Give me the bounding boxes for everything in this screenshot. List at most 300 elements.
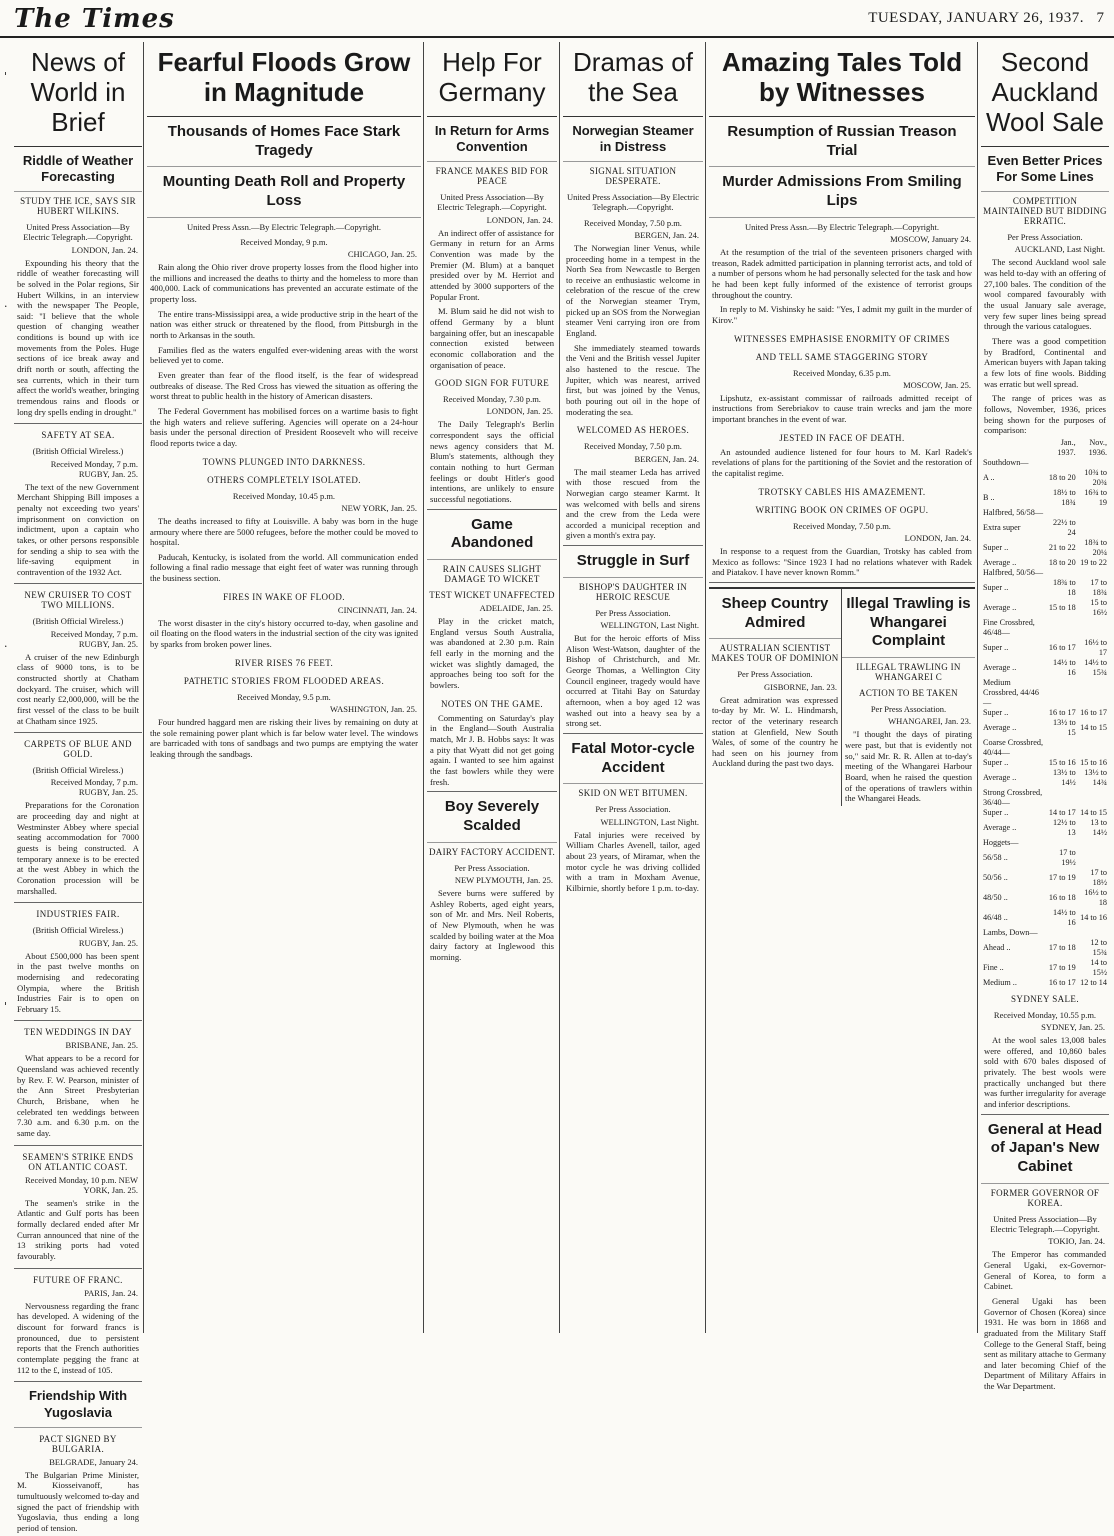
dateline: AUCKLAND, Last Night. [1014, 244, 1105, 255]
subhead: WRITING BOOK ON CRIMES OF OGPU. [755, 504, 929, 515]
article-body: What appears to be a record for Queensland was achieved recently by Rev. F. W. Pearson, minister of the Ann Street Presbyterian Church, Brisbane, when he celebrated ten weddings between 7.30 a.m. and 6.30 p.m. on the same day. [17, 1053, 139, 1139]
table-cell: Average .. [983, 722, 1017, 732]
table-cell: Medium .. [983, 977, 1017, 987]
table-row [981, 488, 1109, 508]
column-rule [705, 42, 706, 1333]
table-cell: 16 to 17 [1048, 707, 1076, 717]
dateline: Received Monday, 7 p.m. RUGBY, Jan. 25. [50, 458, 138, 479]
dateline: RUGBY, Jan. 25. [78, 937, 138, 948]
column-russian-trial [709, 42, 975, 1333]
headline: Help For Germany [427, 42, 557, 117]
table-row [981, 618, 1109, 638]
received-line: Received Monday, 7.50 p.m. [584, 217, 682, 228]
article-illegal-trawling [842, 589, 975, 806]
dateline: WELLINGTON, Last Night. [600, 816, 699, 827]
article-carpets [14, 733, 142, 903]
dateline: Received Monday, 7 p.m. RUGBY, Jan. 25. [50, 628, 138, 649]
table-cell: 16 to 17 [1048, 642, 1076, 652]
subhead: WELCOMED AS HEROES. [576, 425, 690, 436]
table-row [981, 598, 1109, 618]
table-row [981, 538, 1109, 558]
article-body: Preparations for the Coronation are proceeding day and night at Westminster Abbey where special seating accommodation for 7000 guests is being constructed. A temporary annexe is to be erected at the west Abbey in which the Coronation procession will be marshalled. [17, 800, 139, 896]
headline-game-abandoned: Game Abandoned [427, 510, 557, 561]
article-body: The range of prices was as follows, November, 1936, prices being shown for the purposes of comparison: [984, 393, 1106, 436]
article-body: A cruiser of the new Edinburgh class of 9000 tons, is to be constructed shortly at Chatham dockyard. The cruiser, which will cost nearly £2,000,000, will be the first vessel of the class to be built at Chatham since 1925. [17, 651, 139, 726]
article-body: "I thought the days of pirating were past, but that is evidently not so," said Mr. R. R. Allen at to-day's meeting of the Whangarei Harbour Board, when he raised the question of the operations of trawlers within the Whangarei Heads. [845, 729, 972, 804]
table-cell: 16½ to 18 [1084, 887, 1107, 907]
credit-line: United Press Assn.—By Electric Telegraph.—Copyright. [186, 221, 381, 232]
article-body: The seamen's strike in the Atlantic and Gulf ports has been formally declared ended after Mr Curran announced that nine of the 13 striking ports had voted favourably. [17, 1197, 139, 1262]
subhead: SEAMEN'S STRIKE ENDS ON ATLANTIC COAST. [22, 1151, 134, 1172]
headline: Fearful Floods Grow in Magnitude [147, 42, 421, 117]
subhead: NOTES ON THE GAME. [440, 698, 544, 709]
table-row [981, 868, 1109, 888]
table-cell: Extra super [983, 522, 1021, 532]
article-body: Nervousness regarding the franc has developed. A widening of the discount for forward francs is pronounced, due to persistent reports that the French authorities contemplate pegging the franc at 112 to the £, instead of 105. [17, 1300, 139, 1375]
table-row [981, 458, 1109, 468]
subhead: TEN WEDDINGS IN DAY [24, 1027, 132, 1038]
headline: Dramas of the Sea [563, 42, 703, 117]
table-cell: 18 to 20 [1048, 557, 1076, 567]
dateline: BRISBANE, Jan. 25. [65, 1040, 138, 1051]
table-row [981, 838, 1109, 848]
headline-motorcycle-accident: Fatal Motor-cycle Accident [563, 734, 703, 785]
dateline: LONDON, Jan. 24. [486, 214, 553, 225]
dateline: MOSCOW, January 24. [890, 233, 971, 244]
deck: Resumption of Russian Treason Trial [709, 117, 975, 168]
credit-line: United Press Association—By Electric Telegraph.—Copyright. [990, 1213, 1100, 1235]
table-cell: 15 to 16 [1048, 757, 1076, 767]
subhead: SKID ON WET BITUMEN. [578, 788, 688, 799]
received-line: Received Monday, 7.50 p.m. [793, 520, 891, 531]
table-row [981, 658, 1109, 678]
table-header-row [981, 438, 1109, 458]
table-cell [1078, 568, 1109, 578]
credit-line: (British Official Wireless.) [32, 616, 124, 627]
table-row [981, 578, 1109, 598]
subhead: NEW CRUISER TO COST TWO MILLIONS. [24, 590, 132, 611]
dateline: WASHINGTON, Jan. 25. [330, 703, 417, 714]
credit-line: (British Official Wireless.) [32, 765, 124, 776]
subhead: DAIRY FACTORY ACCIDENT. [429, 846, 555, 857]
article-body: The second Auckland wool sale was held to-day with an offering of 27,100 bales. The condition of the wool compared favourably with the usual January sale average, very few super lines being spread through the various catalogues. [984, 257, 1106, 332]
article-body: Lipshutz, ex-assistant commissar of railroads admitted receipt of instructions from Serebriakov to cause train wrecks and jam the more important branches in the event of war. [712, 392, 972, 425]
column-rule [977, 42, 978, 1333]
subhead: PATHETIC STORIES FROM FLOODED AREAS. [183, 675, 385, 686]
table-cell: Southdown— [983, 457, 1029, 467]
table-row [981, 958, 1109, 978]
wool-price-table [981, 438, 1109, 988]
dateline: BELGRADE, January 24. [49, 1456, 138, 1467]
table-row [981, 978, 1109, 988]
received-line: Received Monday, 7.30 p.m. [443, 394, 541, 405]
article-body: The text of the new Government Merchant Shipping Bill imposes a penalty not exceeding two years' imprisonment on conviction on indictment, upon a captain who takes, or other persons responsible for sending a ship to sea with the life-saving equipment in contravention of the 1932 Act. [17, 481, 139, 577]
article-franc [14, 1269, 142, 1383]
deck: Friendship With Yugoslavia [14, 1382, 142, 1428]
subhead: GOOD SIGN FOR FUTURE [434, 378, 550, 389]
column-dramas-of-sea [563, 42, 703, 1333]
table-cell: 17 to 19½ [1059, 847, 1076, 867]
subhead: ACTION TO BE TAKEN [859, 688, 958, 699]
headline-boy-scalded: Boy Severely Scalded [427, 792, 557, 843]
table-cell: 13 to 14½ [1090, 817, 1107, 837]
dateline: ADELAIDE, Jan. 25. [479, 603, 553, 614]
article-body: Severe burns were suffered by Ashley Roberts, aged eight years, son of Mr. and Mrs. Neil Roberts, of New Plymouth, when he was scalded by boiling water at the Moa dairy factory at Inglewood this morning. [430, 888, 554, 962]
subhead: INDUSTRIES FAIR. [36, 909, 120, 920]
table-cell: 18½ to 18¾ [1052, 487, 1076, 507]
article-body: Even greater than fear of the flood itself, is the fear of widespread outbreaks of disease. The Red Cross has viewed the situation as offering the worst threat to public health in the history of American disasters. [150, 370, 418, 402]
article-body: Play in the cricket match, England versus South Australia, was abandoned at 2.30 p.m. Rain fell early in the morning and the wicket was slightly damaged, the approaches being too soft for the bowlers. [430, 616, 554, 691]
article-weddings [14, 1021, 142, 1145]
subhead: FUTURE OF FRANC. [33, 1274, 123, 1285]
deck: Riddle of Weather Forecasting [14, 147, 142, 193]
table-row [981, 468, 1109, 488]
article-body: The deaths increased to fifty at Louisville. A baby was born in the huge armoury where there are 5000 refugees, before the mother could be moved to hospital. [150, 515, 418, 548]
table-row [981, 708, 1109, 718]
bottom-split [709, 587, 975, 806]
table-cell: 13½ to 15 [1052, 717, 1076, 737]
dateline: CINCINNATI, Jan. 24. [337, 604, 417, 615]
credit-line: United Press Association—By Electric Telegraph.—Copyright. [437, 192, 547, 213]
subhead: TROTSKY CABLES HIS AMAZEMENT. [758, 486, 926, 497]
table-row [981, 718, 1109, 738]
table-cell: Super .. [983, 582, 1009, 592]
table-cell: 18¾ to 18 [1052, 577, 1076, 597]
article-safety-at-sea [14, 424, 142, 584]
article-cruiser [14, 584, 142, 733]
dateline: BERGEN, Jan. 24. [634, 453, 699, 464]
table-cell: Super .. [983, 642, 1009, 652]
table-cell: B .. [983, 492, 995, 502]
credit-line: (British Official Wireless.) [32, 925, 124, 936]
table-cell: 14½ to 16 [1052, 907, 1076, 927]
column-wool-sale [981, 42, 1109, 1392]
table-cell: Super .. [983, 757, 1009, 767]
dateline: PARIS, Jan. 24. [84, 1287, 138, 1298]
article-body: An indirect offer of assistance for Germany in return for an Arms Convention was made by the Premier (M. Blum) at a banquet presided over by M. Herriot and attended by 3000 supporters of the Popular Front. [430, 227, 554, 302]
table-cell: Average .. [983, 602, 1017, 612]
subhead: CARPETS OF BLUE AND GOLD. [24, 739, 132, 760]
table-cell: 16¾ to 19 [1084, 487, 1107, 507]
article-body: The Daily Telegraph's Berlin correspondent says the official news agency considers that M. Blum's statements, although they contain nothing to hurt German feelings or doubt Hitler's good intentions, are unlikely to ensure successful negotiations. [427, 417, 557, 509]
column-germany [427, 42, 557, 1333]
subhead: BISHOP'S DAUGHTER IN HEROIC RESCUE [578, 581, 688, 602]
dateline: Received Monday, 7 p.m. RUGBY, Jan. 25. [50, 777, 138, 798]
table-cell: 14 to 15 [1080, 807, 1107, 817]
article-industries-fair [14, 903, 142, 1021]
subhead: TEST WICKET UNAFFECTED [429, 590, 555, 601]
subhead: RAIN CAUSES SLIGHT DAMAGE TO WICKET [442, 564, 542, 585]
dateline: GISBORNE, Jan. 23. [764, 681, 837, 692]
column-rule [143, 42, 144, 1333]
table-row [981, 808, 1109, 818]
table-cell: 17 to 18 [1048, 942, 1076, 952]
dateline: NEW YORK, Jan. 25. [341, 502, 417, 513]
table-cell: 14½ to 15¾ [1084, 657, 1107, 677]
received-line: Received Monday, 6.35 p.m. [793, 367, 891, 378]
table-row [981, 508, 1109, 518]
table-row [981, 768, 1109, 788]
received-line: Received Monday, 7.50 p.m. [584, 441, 682, 452]
subhead: WITNESSES EMPHASISE ENORMITY OF CRIMES [734, 333, 950, 344]
table-row [981, 558, 1109, 568]
table-cell [1046, 788, 1077, 808]
table-cell: 14 to 15½ [1090, 957, 1107, 977]
dateline: CHICAGO, Jan. 25. [347, 249, 417, 260]
subhead: FORMER GOVERNOR OF KOREA. [990, 1187, 1100, 1208]
table-cell [1078, 738, 1109, 758]
subhead: COMPETITION MAINTAINED BUT BIDDING ERRATIC. [983, 196, 1107, 227]
issue-date: TUESDAY, JANUARY 26, 1937. [868, 10, 1084, 26]
dateline: LONDON, Jan. 24. [904, 532, 971, 543]
table-header-cell [981, 438, 1046, 458]
dateline: LONDON, Jan. 24. [71, 244, 138, 255]
article-body: Expounding his theory that the riddle of weather forecasting will be solved in the Polar regions, Sir Hubert Wilkins, in an interview with the newspaper The People, said: "I believe that the whole question of changing weather conditions is bound up with ice movements from the Poles. Huge sections of ice break away and drift north or south, affecting the sea currents, which in their turn affect the world's weather, bringing tremendous rains and floods or long dry spells ending in drought." [17, 257, 139, 417]
table-cell: Lambs, Down— [983, 927, 1038, 937]
column-rule [423, 42, 424, 1333]
credit-line: United Press Assn.—By Electric Telegraph.—Copyright. [744, 221, 939, 232]
table-cell: 17 to 18½ [1090, 867, 1107, 887]
table-cell: 15 to 16½ [1090, 597, 1107, 617]
table-cell: 14½ to 16 [1052, 657, 1076, 677]
credit-line: Per Press Association. [737, 669, 813, 680]
column-news-in-brief [14, 42, 142, 1534]
dateline: LONDON, Jan. 25. [486, 406, 553, 417]
table-cell: 14 to 16 [1080, 912, 1107, 922]
margin-mark: ' [4, 70, 8, 83]
table-cell: Super .. [983, 542, 1009, 552]
table-row [981, 888, 1109, 908]
table-row [981, 518, 1109, 538]
table-cell [1046, 678, 1077, 708]
headline: Illegal Trawling is Whangarei Complaint [842, 589, 975, 658]
margin-mark: ' [4, 1000, 8, 1013]
credit-line: United Press Association—By Electric Telegraph.—Copyright. [567, 192, 699, 213]
article-body: Rain along the Ohio river drove property losses from the flood higher into the millions and increased the deaths to thirty and the homeless to more than 400,000. Lack of communications has prevented an accurate estimate of the property loss. [150, 262, 418, 305]
table-header-cell: Jan., 1937. [1057, 437, 1076, 457]
received-line: Received Monday, 9 p.m. [240, 236, 328, 247]
table-cell [1078, 788, 1109, 808]
article-body: Paducah, Kentucky, is isolated from the world. All communication ended following a final radio message that eight feet of water was running through the business section. [150, 551, 418, 584]
table-cell [1078, 508, 1109, 518]
table-cell: 17 to 19 [1048, 872, 1076, 882]
article-body: There was a good competition by Bradford, Continental and American buyers with Japan taking a few lots of fine wools. Bidding was erratic but well spread. [984, 335, 1106, 389]
margin-mark: · [4, 300, 8, 313]
subhead: FRANCE MAKES BID FOR PEACE [435, 166, 549, 187]
table-body [981, 458, 1109, 988]
table-cell: 56/58 .. [983, 852, 1008, 862]
table-cell: 12 to 14 [1080, 977, 1107, 987]
headline: Amazing Tales Told by Witnesses [709, 42, 975, 117]
table-cell: 46/48 .. [983, 912, 1008, 922]
table-cell: Coarse Crossbred, 40/44— [983, 737, 1044, 757]
table-cell: 17 to 18¾ [1090, 577, 1107, 597]
article-body: Fatal injuries were received by William Charles Avenell, tailor, aged about 23 years, of Miramar, when the motor cycle he was driving collided with a tram in Moxham Avenue, Kilbirnie, shortly before 1 p.m. to-day. [566, 829, 700, 893]
table-cell [1078, 518, 1109, 538]
table-cell: 16½ to 17 [1084, 637, 1107, 657]
credit-line: Per Press Association. [454, 862, 530, 873]
subhead: SIGNAL SITUATION DESPERATE. [589, 166, 677, 187]
deck: In Return for Arms Convention [427, 117, 557, 163]
table-cell [1078, 458, 1109, 468]
headline-struggle-in-surf: Struggle in Surf [563, 546, 703, 578]
table-cell: 12½ to 13 [1052, 817, 1076, 837]
article-body: The entire trans-Mississippi area, a wide productive strip in the heart of the nation was either struck or threatened by the flood, from Pittsburgh in the north to Arkansas in the south. [150, 308, 418, 341]
table-cell: 16 to 17 [1048, 977, 1076, 987]
table-cell: Average .. [983, 557, 1017, 567]
headline: News of World in Brief [14, 42, 142, 147]
subhead: AND TELL SAME STAGGERING STORY [755, 351, 929, 362]
deck: Norwegian Steamer in Distress [563, 117, 703, 163]
received-line: Received Monday, 9.5 p.m. [237, 691, 331, 702]
subhead: JESTED IN FACE OF DEATH. [779, 432, 905, 443]
table-cell: 22½ to 24 [1052, 517, 1076, 537]
table-cell [1078, 678, 1109, 708]
table-cell: 50/56 .. [983, 872, 1008, 882]
dateline: WHANGAREI, Jan. 23. [888, 716, 971, 727]
deck: Mounting Death Roll and Property Loss [147, 167, 421, 218]
table-cell [1046, 928, 1077, 938]
table-cell: 14 to 15 [1080, 722, 1107, 732]
table-cell: 18 to 20 [1048, 472, 1076, 482]
table-cell [1078, 848, 1109, 868]
dateline: BERGEN, Jan. 24. [634, 229, 699, 240]
dateline: SYDNEY, Jan. 25. [1041, 1022, 1105, 1033]
table-row [981, 788, 1109, 808]
page-number: 7 [1096, 10, 1104, 26]
subhead: SYDNEY SALE. [1011, 993, 1079, 1004]
article-body: Four hundred haggard men are risking their lives by remaining on duty at the sole remaining power plant which is far below water level. The windows are barricaded with tons of sandbags and two pumps are emptying the water leaking through the sandbags. [150, 716, 418, 759]
article-body: About £500,000 has been spent in the past twelve months on modernising and redecorating Olympia, where the British Industries Fair is to open on February 15. [17, 950, 139, 1014]
table-row [981, 738, 1109, 758]
table-row [981, 938, 1109, 958]
subhead: FIRES IN WAKE OF FLOOD. [223, 591, 345, 602]
table-row [981, 758, 1109, 768]
table-cell [1078, 838, 1109, 848]
dateline: Received Monday, 10 p.m. NEW YORK, Jan. 25. [25, 1174, 138, 1195]
subhead: PACT SIGNED BY BULGARIA. [39, 1433, 117, 1454]
table-cell: Halfbred, 50/56— [983, 567, 1044, 577]
table-cell: Super .. [983, 707, 1009, 717]
headline-japan-cabinet: General at Head of Japan's New Cabinet [981, 1115, 1109, 1184]
subhead: STUDY THE ICE, SAYS SIR HUBERT WILKINS. [20, 196, 136, 217]
article-body: Great admiration was expressed to-day by Mr. W. L. Hindmarsh, rector of the veterinary research station at Glenfield, New South Wales, of some of the country he had seen on his journey from Auckland during the past two days. [712, 694, 838, 769]
article-body: At the wool sales 13,008 bales were offered, and 10,860 bales sold with 670 bales disposed of privately. The best wools were practically unchanged but there was further irregularity for average and inferior descriptions. [981, 1033, 1109, 1115]
article-body: At the resumption of the trial of the seventeen prisoners charged with treason, Radek admitted participation in planning terrorist acts, and told of a number of persons whom he had personally selected for the task and how he had been kept fully informed of the existence of terrorist groups throughout the country. [712, 246, 972, 300]
table-row [981, 818, 1109, 838]
margin-mark: · [4, 640, 8, 653]
table-cell: 13½ to 14½ [1052, 767, 1076, 787]
table-row [981, 678, 1109, 708]
table-cell [1046, 508, 1077, 518]
table-cell: Fine .. [983, 962, 1004, 972]
table-row [981, 928, 1109, 938]
table-cell: 15 to 16 [1080, 757, 1107, 767]
received-line: Received Monday, 10.45 p.m. [232, 490, 336, 501]
article-body: In response to a request from the Guardian, Trotsky has cabled from Mexico as follows: "Since 1923 I had no relations whatever with Radek and Piatakov. I have never known Romm." [709, 544, 975, 583]
article-body: Families fled as the waters engulfed ever-widening areas with the worst believed yet to come. [150, 344, 418, 366]
table-cell: 48/50 .. [983, 892, 1008, 902]
headline: Sheep Country Admired [709, 589, 841, 640]
table-cell: Hoggets— [983, 837, 1019, 847]
table-cell: Medium Crossbred, 44/46— [983, 677, 1039, 707]
table-cell: Super .. [983, 807, 1009, 817]
article-body: She immediately steamed towards the Veni and the British vessel Jupiter also hastened to the rescue. The Jupiter, which was nearest, arrived first, but was joined by the Venus, both pouring out oil in the hope of moderating the sea. [566, 342, 700, 417]
table-cell: Average .. [983, 822, 1017, 832]
deck: Thousands of Homes Face Stark Tragedy [147, 117, 421, 168]
received-line: Received Monday, 10.55 p.m. [993, 1009, 1097, 1020]
table-cell: 12 to 15¾ [1090, 937, 1107, 957]
table-cell: 16 to 18 [1048, 892, 1076, 902]
table-cell: 18¾ to 20¼ [1084, 537, 1107, 557]
table-header-cell: Nov., 1936. [1088, 437, 1107, 457]
dateline: NEW PLYMOUTH, Jan. 25. [454, 875, 553, 885]
table-cell: Fine Crossbred, 46/48— [983, 617, 1035, 637]
article-body: The worst disaster in the city's history occurred to-day, when gasoline and oil floating on the flood waters in the industrial section of the city was ignited by sparks from broken power lines. [150, 617, 418, 650]
dateline: WELLINGTON, Last Night. [600, 620, 699, 631]
credit-line: Per Press Association. [1007, 232, 1083, 243]
dateline: MOSCOW, Jan. 25. [903, 379, 971, 390]
table-cell [1046, 458, 1077, 468]
newspaper-logo: The Times [14, 4, 175, 34]
column-floods [147, 42, 421, 1333]
masthead [0, 0, 1114, 38]
table-cell [1046, 618, 1077, 638]
dateline: TOKIO, Jan. 24. [1048, 1236, 1105, 1247]
article-body: General Ugaki has been Governor of Chosen (Korea) since 1931. He was born in 1868 and graduated from the Military Staff College to the General Staff, being sent as military attache to Germany and later becoming Chief of the Department of Military Affairs in the War Department. [984, 1295, 1106, 1392]
article-seamen-strike [14, 1146, 142, 1269]
article-sheep-country [709, 589, 842, 806]
deck: Murder Admissions From Smiling Lips [709, 167, 975, 218]
table-cell: Strong Crossbred, 36/40— [983, 787, 1043, 807]
article-body: The mail steamer Leda has arrived with those rescued from the Norwegian cargo steamer Karmt. It was welcomed with bells and sirens and the crew from the Leda were accorded a municipal reception and given a month's extra pay. [563, 465, 703, 547]
table-cell [1046, 738, 1077, 758]
column-rule [559, 42, 560, 1333]
subhead: AUSTRALIAN SCIENTIST MAKES TOUR OF DOMINION [711, 643, 839, 664]
table-cell: 14 to 17 [1048, 807, 1076, 817]
table-cell: 16 to 17 [1080, 707, 1107, 717]
table-cell [1078, 928, 1109, 938]
headline: Second Auckland Wool Sale [981, 42, 1109, 147]
subhead: ILLEGAL TRAWLING IN WHANGAREI C [856, 662, 961, 683]
table-row [981, 908, 1109, 928]
article-body: The Federal Government has mobilised forces on a wartime basis to fight the high waters and relieve suffering. Agencies will operate on a 24-hour basis under the personal direction of President Roosevelt who will receive flood reports twice a day. [150, 406, 418, 448]
table-cell: 10¾ to 20¾ [1084, 467, 1107, 487]
table-cell: 13½ to 14¾ [1084, 767, 1107, 787]
table-cell: Average .. [983, 772, 1017, 782]
article-body: Commenting on Saturday's play in the England—South Australia match, Mr J. B. Hobbs says: It was a pity that Wyatt did not get going again. I wanted to see him against the fast bowlers while they were fresh. [427, 711, 557, 793]
table-cell [1046, 838, 1077, 848]
table-cell: 17 to 19 [1048, 962, 1076, 972]
subhead: RIVER RISES 76 FEET. [234, 657, 334, 668]
credit-line: Per Press Association. [595, 804, 671, 815]
article-weather [14, 147, 142, 425]
subhead: TOWNS PLUNGED INTO DARKNESS. [202, 456, 366, 467]
table-cell: A .. [983, 472, 995, 482]
article-body: The Bulgarian Prime Minister, M. Kiosseivanoff, has tumultuously welcomed to-day and signed the pact of friendship with Yugoslavia, thus ending a long period of tension. [17, 1469, 139, 1534]
table-cell: 19 to 22 [1080, 557, 1107, 567]
credit-line: (British Official Wireless.) [32, 446, 124, 457]
table-cell: Halfbred, 56/58— [983, 507, 1044, 517]
subhead: OTHERS COMPLETELY ISOLATED. [207, 474, 361, 485]
table-cell: Average .. [983, 662, 1017, 672]
table-cell [1078, 618, 1109, 638]
article-body: M. Blum said he did not wish to offend Germany by a blunt bargaining offer, but an inescapable connection existed between economic collaboration and the organisation of peace. [430, 306, 554, 370]
table-row [981, 568, 1109, 578]
table-row [981, 638, 1109, 658]
table-cell: Ahead .. [983, 942, 1011, 952]
article-body: The Norwegian liner Venus, while proceeding home in a tempest in the North Sea from Newcastle to Bergen to receive an enthusiastic welcome in celebration of the rescue of the crew of the Norwegian steamer Trym, picked up an SOS from the Norwegian steamer Veni carrying iron ore from England. [566, 242, 700, 339]
